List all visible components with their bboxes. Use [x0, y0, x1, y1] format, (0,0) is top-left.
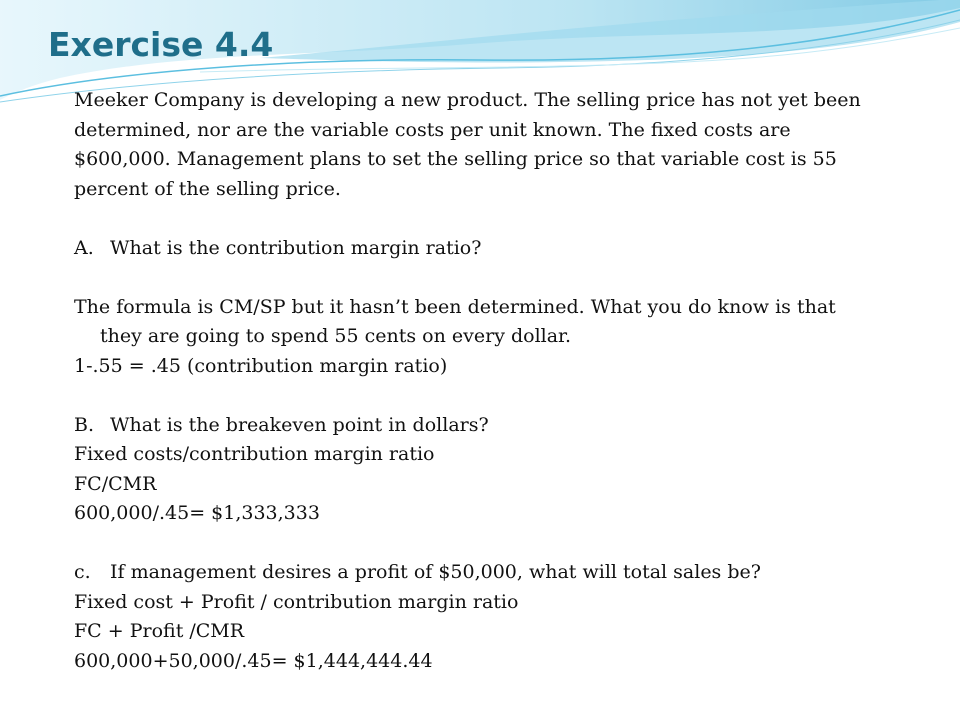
intro-line: $600,000. Management plans to set the selling price so that variable cost is 55 [74, 148, 837, 170]
intro-line: Meeker Company is developing a new product. The selling price has not yet been [74, 89, 861, 111]
question-c-label: c. [74, 561, 91, 583]
answer-a-line: The formula is CM/SP but it hasn’t been determined. What you do know is that [74, 295, 836, 318]
answer-b-line: Fixed costs/contribution margin ratio [74, 443, 435, 465]
question-c-text: If management desires a profit of $50,000, what will total sales be? [110, 561, 761, 583]
answer-c-line: Fixed cost + Profit / contribution margin ratio [74, 590, 519, 613]
answer-a-line: they are going to spend 55 cents on every dollar. [100, 325, 572, 347]
intro-line: percent of the selling price. [74, 177, 341, 200]
question-a [74, 234, 934, 264]
question-b-label: B. [74, 413, 95, 436]
intro-line: determined, nor are the variable costs per unit known. The fixed costs are [74, 118, 791, 141]
question-b-text: What is the breakeven point in dollars? [110, 413, 489, 436]
answer-a-line: 1-.55 = .45 (contribution margin ratio) [74, 354, 448, 377]
slide-body [74, 86, 934, 676]
answer-c-line: 600,000+50,000/.45= $1,444,444.44 [74, 649, 433, 672]
slide-title: Exercise 4.4 [48, 25, 274, 64]
question-b [74, 411, 934, 441]
answer-c-line: FC + Profit /CMR [74, 620, 245, 642]
question-c [74, 558, 934, 588]
question-a-label: A. [74, 236, 94, 259]
answer-b-line: FC/CMR [74, 472, 157, 495]
question-a-text: What is the contribution margin ratio? [110, 236, 482, 259]
answer-b-line: 600,000/.45= $1,333,333 [74, 502, 320, 524]
